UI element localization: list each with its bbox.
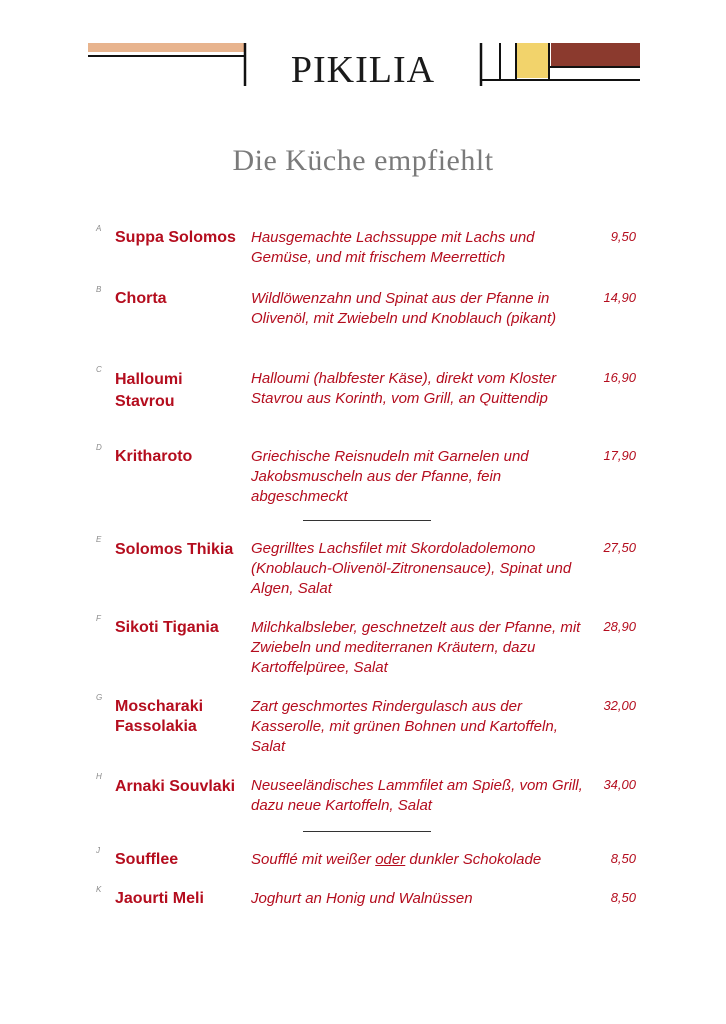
header	[0, 0, 726, 100]
item-name: Halloumi Stavrou	[115, 371, 183, 410]
section-divider	[303, 520, 431, 521]
item-name: Suppa Solomos	[115, 229, 236, 246]
item-letter: B	[96, 285, 102, 294]
item-price: 8,50	[610, 890, 636, 905]
item-name: Kritharoto	[115, 448, 193, 465]
item-price: 27,50	[603, 540, 636, 555]
item-letter: K	[96, 885, 102, 894]
item-name: Arnaki Souvlaki	[115, 778, 236, 795]
item-description: Hausgemachte Lachssuppe mit Lachs und Gemüse, und mit frischem Meerrettich	[251, 229, 535, 266]
item-letter: J	[96, 846, 100, 855]
item-letter: H	[96, 772, 102, 781]
item-letter: F	[96, 614, 101, 623]
item-letter: G	[96, 693, 103, 702]
yellow-block	[517, 43, 548, 78]
item-name: Jaourti Meli	[115, 890, 204, 907]
item-description: Zart geschmortes Rindergulasch aus der Kasserolle, mit grünen Bohnen und Kartoffeln, Salat	[251, 698, 558, 755]
item-description: Neuseeländisches Lammfilet am Spieß, vom Grill, dazu neue Kartoffeln, Salat	[251, 777, 583, 814]
item-description: Wildlöwenzahn und Spinat aus der Pfanne in Olivenöl, mit Zwiebeln und Knoblauch (pikant)	[251, 290, 557, 327]
item-name: Moscharaki Fassolakia	[115, 698, 204, 735]
item-name: Sikoti Tigania	[115, 619, 219, 636]
item-letter: C	[96, 365, 102, 374]
item-description: Griechische Reisnudeln mit Garnelen und Jakobsmuscheln aus der Pfanne, fein abgeschmeckt	[251, 448, 529, 505]
item-name: Chorta	[115, 290, 167, 307]
item-price: 34,00	[603, 777, 636, 792]
item-description: Soufflé mit weißer oder dunkler Schokolade	[251, 851, 542, 868]
item-description: Milchkalbsleber, geschnetzelt aus der Pfanne, mit Zwiebeln und mediterranen Kräutern, dazu Kartoffelpüree, Salat	[251, 619, 581, 676]
brown-block	[551, 43, 640, 66]
peach-band	[88, 43, 245, 52]
item-name: Solomos Thikia	[115, 541, 234, 558]
item-description: Halloumi (halbfester Käse), direkt vom Kloster Stavrou aus Korinth, vom Grill, an Quittendip	[251, 370, 557, 407]
item-price: 9,50	[610, 229, 636, 244]
item-price: 8,50	[610, 851, 636, 866]
brand-logo: PIKILIA	[290, 49, 436, 91]
item-price: 17,90	[603, 448, 636, 463]
section-divider	[303, 831, 431, 832]
item-price: 14,90	[603, 290, 636, 305]
item-description: Joghurt an Honig und Walnüssen	[251, 890, 473, 907]
item-letter: D	[96, 443, 102, 452]
item-letter: E	[96, 535, 102, 544]
item-price: 16,90	[603, 370, 636, 385]
item-price: 32,00	[603, 698, 636, 713]
page-title: Die Küche empfiehlt	[232, 144, 494, 177]
item-price: 28,90	[603, 619, 636, 634]
item-name: Soufflee	[115, 851, 179, 868]
item-description: Gegrilltes Lachsfilet mit Skordoladolemono (Knoblauch-Olivenöl-Zitronensauce), Spinat und Algen, Salat	[251, 540, 572, 597]
item-letter: A	[96, 224, 102, 233]
